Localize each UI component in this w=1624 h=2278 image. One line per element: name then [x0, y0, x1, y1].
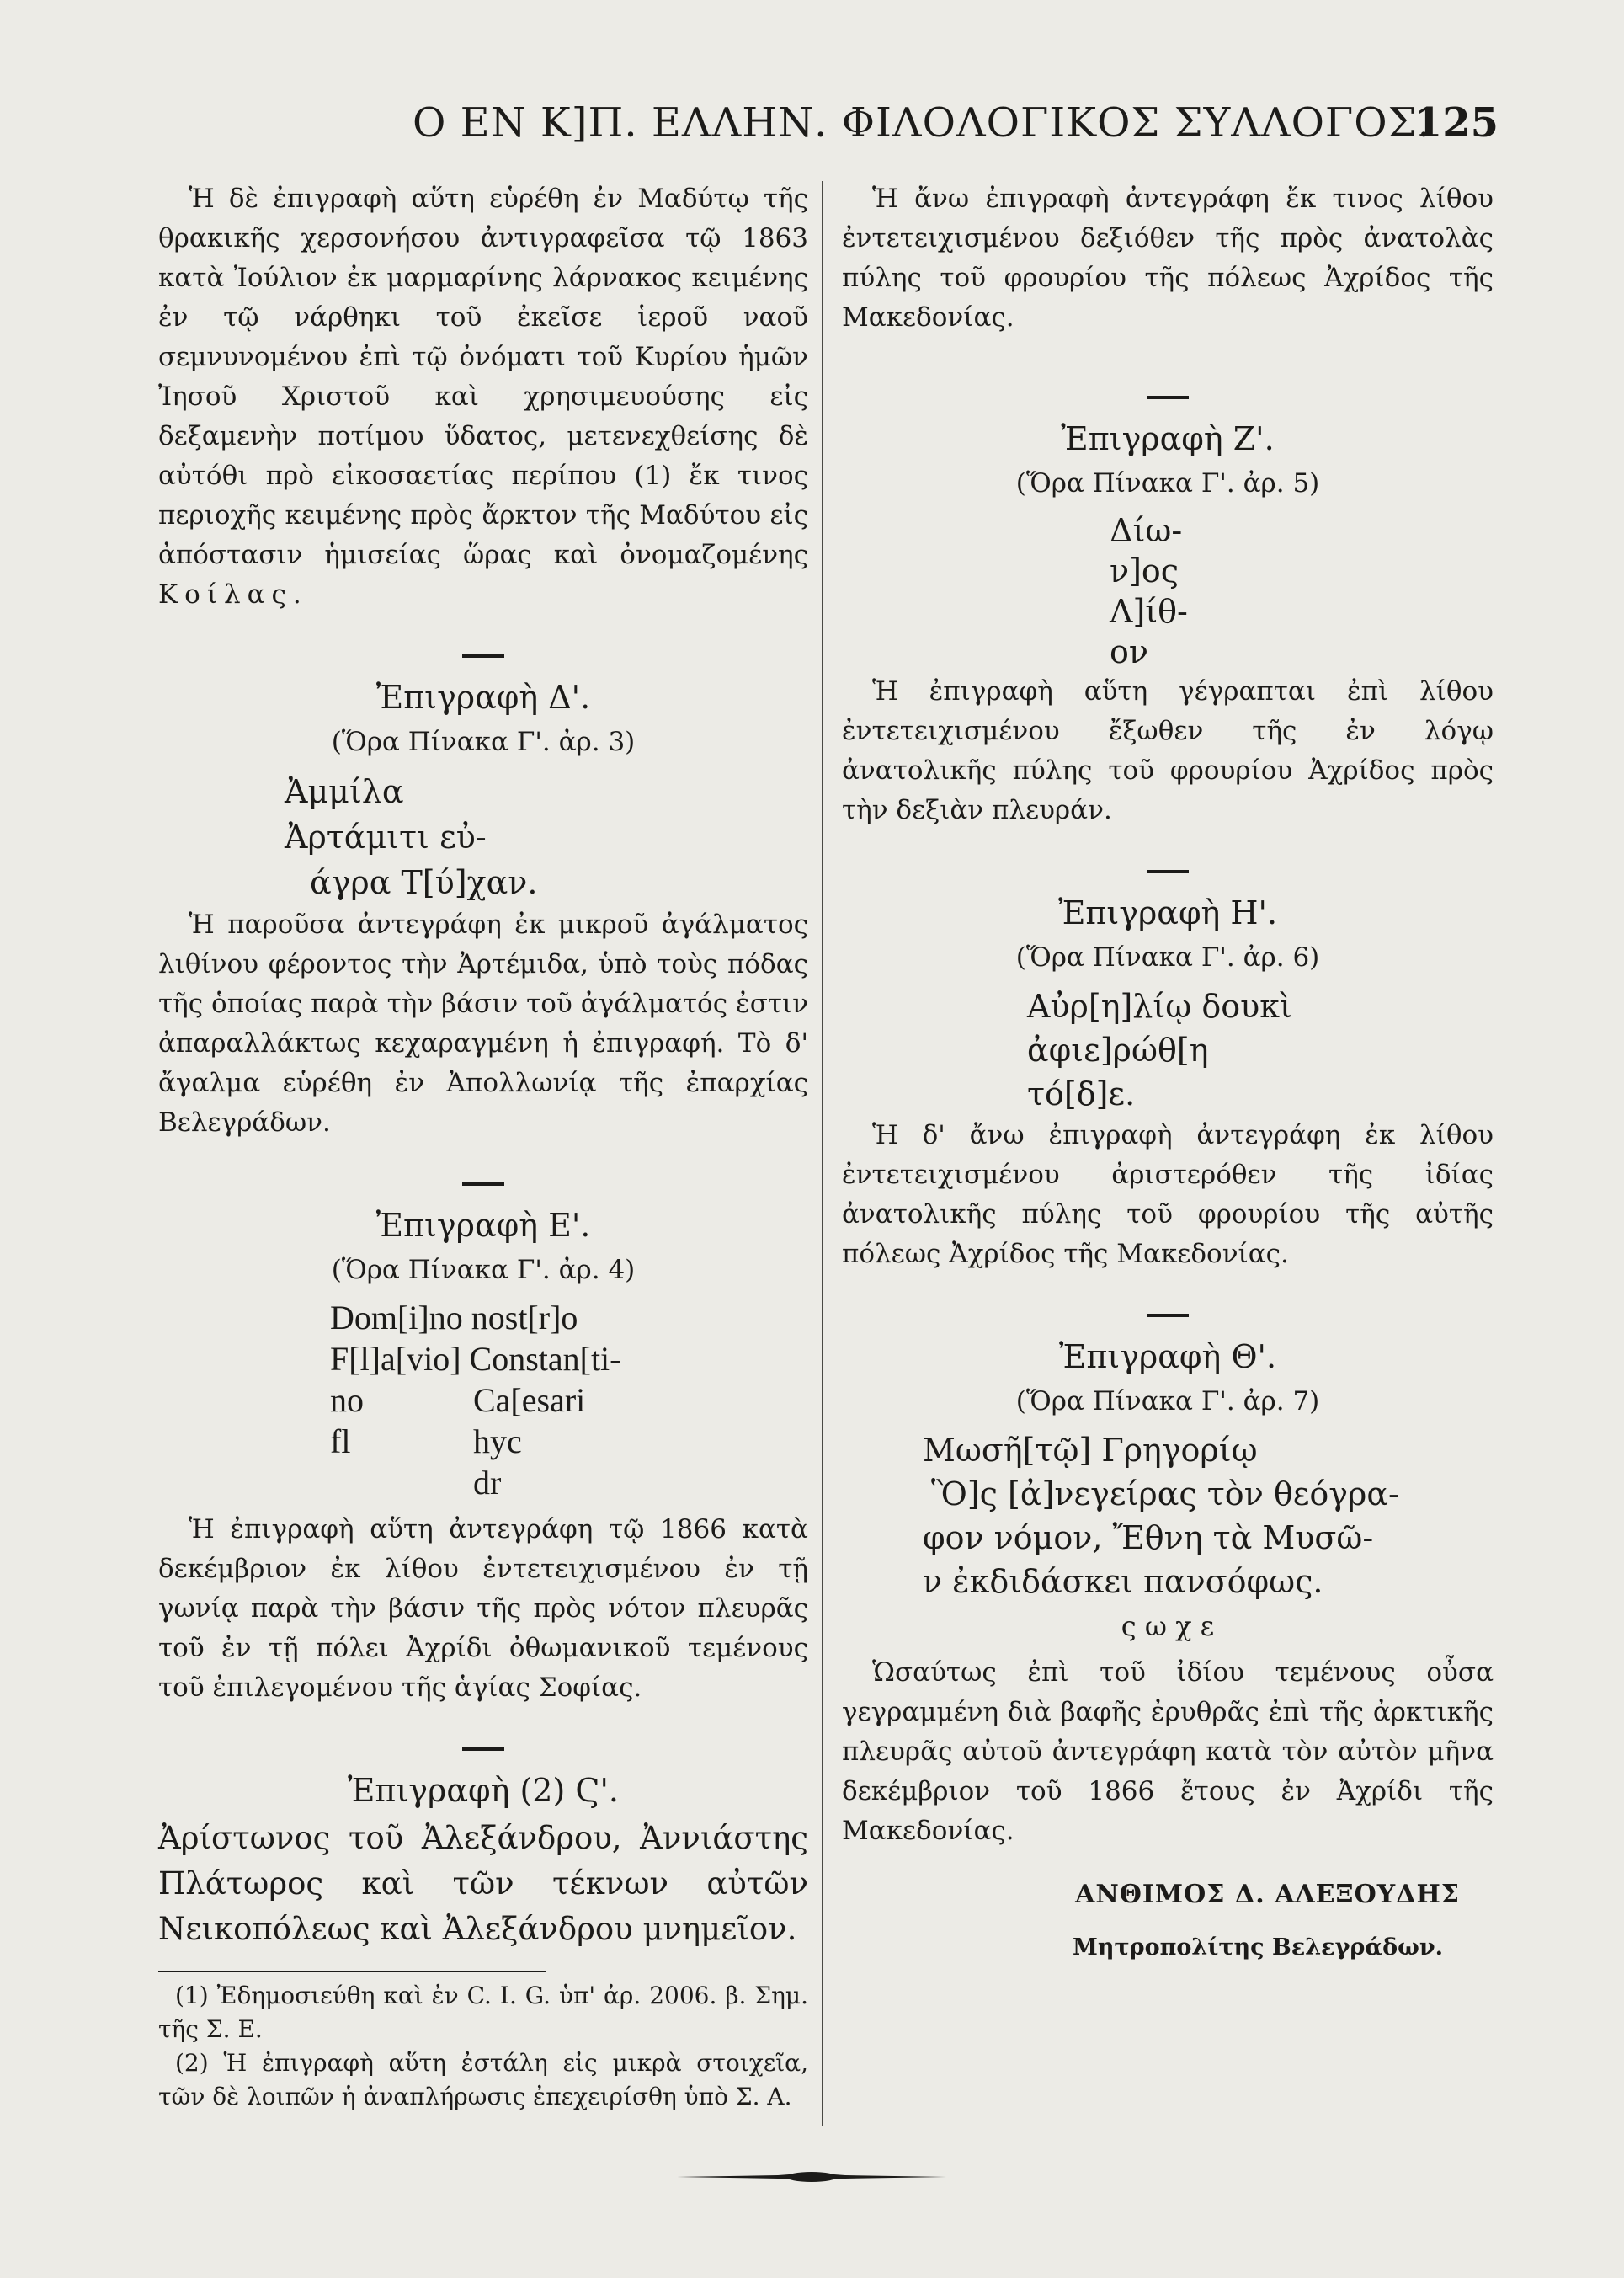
latin-text: Ca[esari — [473, 1381, 586, 1419]
inscription-heading-e: Ἐπιγραφὴ Ε'. — [375, 1207, 591, 1244]
latin-text: F[l]a[vio] Constan[ti- — [330, 1340, 621, 1378]
inscription-heading-h: Ἐπιγραφὴ Η'. — [1057, 894, 1278, 931]
page-number: 125 — [1414, 99, 1499, 147]
inscription-line: Ἀρτάμιτι εὐ- — [285, 819, 487, 856]
inscription-heading-d: Ἐπιγραφὴ Δ'. — [375, 679, 591, 716]
section-dash — [842, 846, 1494, 885]
inscription-line: Δίω- — [1110, 512, 1183, 549]
section-dash — [842, 1289, 1494, 1329]
inscription-h — [1027, 984, 1494, 1116]
inscription-line: ον — [1110, 633, 1148, 670]
paragraph-hagia-sophia: Ἡ ἐπιγραφὴ αὕτη ἀντεγράφη τῷ 1866 κατὰ δεκέμβριον ἐκ λίθου ἐντετειχισμένου ἐν τῇ γωνίᾳ παρὰ τὴν βάσιν τῆς πρὸς νότον πλευρᾶς τοῦ ἐν τῇ πόλει Ἀχρίδι ὀθωμανικοῦ τεμένους τοῦ ἐπιλεγομένου τῆς ἁγίας Σοφίας. — [158, 1514, 808, 1703]
plate-reference-t: (Ὅρα Πίνακα Γ'. ἀρ. 7) — [1015, 1386, 1320, 1416]
latin-text: dr — [473, 1464, 502, 1502]
author-title: Μητροπολίτης Βελεγράδων. — [1072, 1934, 1443, 1961]
latin-text: hyc — [473, 1422, 522, 1460]
section-dash — [158, 1723, 808, 1763]
inscription-line: Λ]ίθ- — [1110, 593, 1188, 630]
footnote-1: (1) Ἐδημοσιεύθη καὶ ἐν C. I. G. ὑπ' ἀρ. 2006. β. Σημ. τῆς Σ. Ε. — [158, 1982, 808, 2043]
inscription-line: άγρα Τ[ύ]χαν. — [310, 864, 538, 901]
inscription-line: ν ἐκδιδάσκει πανσόφως. — [923, 1563, 1323, 1600]
footnote-2: (2) Ἡ ἐπιγραφὴ αὕτη ἐστάλη εἰς μικρὰ στοιχεῖα, τῶν δὲ λοιπῶν ἡ ἀναπλήρωσις ἐπεχειρίσθη ὑπὸ Σ. Α. — [158, 2049, 808, 2110]
latin-line — [330, 1421, 808, 1462]
latin-text — [330, 1462, 473, 1503]
page-header — [160, 99, 1499, 158]
section-dash — [158, 630, 808, 670]
inscription-line: ν]ος — [1110, 552, 1179, 590]
paragraph-red-paint: Ὡσαύτως ἐπὶ τοῦ ἰδίου τεμένους οὖσα γεγραμμένη διὰ βαφῆς ἐρυθρᾶς ἐπὶ τῆς ἀρκτικῆς πλευρᾶς αὐτοῦ ἀντεγράφη κατὰ τὸν αὐτὸν μῆνα δεκέμβριον τοῦ 1866 ἔτους ἐν Ἀχρίδι τῆς Μακεδονίας. — [842, 1657, 1494, 1846]
author-signature: ΑΝΘΙΜΟΣ Δ. ΑΛΕΞΟΥΔΗΣ — [1075, 1880, 1460, 1909]
plate-reference-h: (Ὅρα Πίνακα Γ'. ἀρ. 6) — [1015, 942, 1320, 973]
end-ornament — [677, 2170, 946, 2184]
paragraph-left-gate: Ἡ δ' ἄνω ἐπιγραφὴ ἀντεγράφη ἐκ λίθου ἐντετειχισμένου ἀριστερόθεν τῆς ἰδίας ἀνατολικῆς πύλης τοῦ φρουρίου τῆς αὐτῆς πόλεως Ἀχρίδος τῆς Μακεδονίας. — [842, 1120, 1494, 1269]
section-dash — [158, 1158, 808, 1198]
running-title: Ο ΕΝ Κ]Π. ΕΛΛΗΝ. ΦΙΛΟΛΟΓΙΚΟΣ ΣΥΛΛΟΓΟΣ. — [413, 99, 1431, 147]
inscription-t — [923, 1428, 1494, 1603]
paragraph-madytos — [158, 179, 808, 615]
inscription-d — [285, 769, 808, 905]
paragraph-text: Ἡ δὲ ἐπιγραφὴ αὕτη εὑρέθη ἐν Μαδύτῳ τῆς θρακικῆς χερσονήσου ἀντιγραφεῖσα τῷ 1863 κατὰ Ἰούλιον ἐκ μαρμαρίνης λάρνακος κειμένης ἐν τῷ νάρθηκι τοῦ ἐκεῖσε ἱεροῦ ναοῦ σεμνυνομένου ἐπὶ τῷ ὀνόματι τοῦ Κυρίου ἡμῶν Ἰησοῦ Χριστοῦ καὶ χρησιμευούσης εἰς δεξαμενὴν ποτίμου ὕδατος, μετενεχθείσης δὲ αὐτόθι πρὸ εἰκοσαετίας περίπου (1) ἔκ τινος περιοχῆς κειμένης πρὸς ἄρκτον τῆς Μαδύτου εἰς ἀπόστασιν ἡμισείας ὥρας καὶ ὀνομαζομένης — [158, 184, 808, 570]
inscription-s-text: Ἀρίστωνος τοῦ Ἀλεξάνδρου, Ἀννιάστης Πλάτωρος καὶ τῶν τέκνων αὐτῶν Νεικοπόλεως καὶ Ἀλεξάνδρου μνημεῖον. — [158, 1820, 808, 1947]
inscription-line: Αὐρ[η]λίῳ δουκὶ — [1027, 988, 1292, 1025]
inscription-heading-s: Ἐπιγραφὴ (2) Ϛ'. — [348, 1772, 619, 1809]
right-column — [842, 179, 1494, 1967]
inscription-line: τό[δ]ε. — [1027, 1075, 1136, 1112]
paragraph-artemis: Ἡ παροῦσα ἀντεγράφη ἐκ μικροῦ ἀγάλματος λιθίνου φέροντος τὴν Ἀρτέμιδα, ὑπὸ τοὺς πόδας τῆς ὁποίας παρὰ τὴν βάσιν τοῦ ἀγάλματός ἐστιν ἀπαραλλάκτως κεχαραγμένη ἡ ἐπιγραφή. Τὸ δ' ἄγαλμα εὑρέθη ἐν Ἀπολλωνίᾳ τῆς ἐπαρχίας Βελεγράδων. — [158, 910, 808, 1138]
inscription-line: Ὃ]ς [ἀ]νεγείρας τὸν θεόγρα- — [931, 1475, 1399, 1512]
inscription-e-latin — [330, 1297, 808, 1503]
spaced-word: Κοίλας. — [158, 579, 308, 610]
inscription-heading-z: Ἐπιγραφὴ Ζ'. — [1061, 420, 1275, 457]
section-dash — [842, 371, 1494, 411]
latin-line — [330, 1297, 808, 1338]
plate-reference-z: (Ὅρα Πίνακα Γ'. ἀρ. 5) — [1015, 468, 1320, 499]
column-divider — [822, 181, 823, 2126]
inscription-line: φον νόμον, Ἔθνη τὰ Μυσῶ- — [923, 1519, 1374, 1556]
latin-line — [330, 1338, 808, 1379]
inscription-line: Ἀμμίλα — [285, 773, 404, 810]
inscription-date: ς ω χ ε — [1121, 1610, 1215, 1642]
inscription-z — [1110, 510, 1494, 672]
latin-line — [330, 1462, 808, 1503]
inscription-heading-t: Ἐπιγραφὴ Θ'. — [1058, 1338, 1277, 1375]
plate-reference-e: (Ὅρα Πίνακα Γ'. ἀρ. 4) — [331, 1255, 636, 1285]
latin-line — [330, 1379, 808, 1421]
latin-text: no — [330, 1381, 364, 1419]
paragraph-outside-gate: Ἡ ἐπιγραφὴ αὕτη γέγραπται ἐπὶ λίθου ἐντετειχισμένου ἔξωθεν τῆς ἐν λόγῳ ἀνατολικῆς πύλης τοῦ φρουρίου Ἀχρίδος πρὸς τὴν δεξιὰν πλευράν. — [842, 676, 1494, 825]
left-column — [158, 179, 808, 2114]
plate-reference-d: (Ὅρα Πίνακα Γ'. ἀρ. 3) — [331, 727, 636, 757]
paragraph-east-gate: Ἡ ἄνω ἐπιγραφὴ ἀντεγράφη ἔκ τινος λίθου ἐντετειχισμένου δεξιόθεν τῆς πρὸς ἀνατολὰς πύλης τοῦ φρουρίου τῆς πόλεως Ἀχρίδος τῆς Μακεδονίας. — [842, 184, 1494, 333]
inscription-line: Μωσῆ[τῷ] Γρηγορίῳ — [923, 1432, 1258, 1469]
latin-text: fl — [330, 1422, 351, 1460]
inscription-line: ἀφιε]ρώθ[η — [1027, 1032, 1209, 1069]
footnote-rule — [158, 1971, 546, 1972]
latin-text: Dom[i]no nost[r]o — [330, 1299, 578, 1336]
